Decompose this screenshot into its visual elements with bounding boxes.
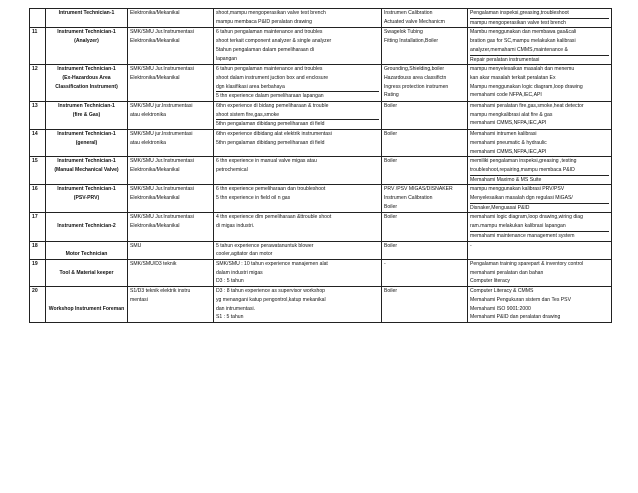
- cell-line: Tool & Material keeper: [59, 269, 114, 276]
- position-cell: [46, 287, 128, 323]
- cell-line: [130, 203, 211, 212]
- cell-line: Boiler: [384, 158, 398, 165]
- education-cell: [128, 130, 214, 157]
- education-cell: [128, 9, 214, 28]
- cell-line: [48, 260, 125, 269]
- competence-cell: [468, 259, 612, 286]
- cell-line: 6 tahun pengalaman maintenance and troubles: [216, 29, 323, 36]
- cell-line: [384, 111, 465, 120]
- cell-line: Pengalaman inspeksi,greasing,troubleshoot: [470, 9, 609, 19]
- education-cell: [128, 65, 214, 102]
- cell-line: [216, 203, 379, 212]
- cell-line: mampu menyelesaikan masalah dan menemu: [470, 66, 575, 73]
- cell-line: Boiler: [384, 203, 398, 210]
- cell-line: [48, 119, 125, 128]
- cell-line: [384, 305, 465, 314]
- cell-line: (Manual Mechanical Valve): [54, 166, 119, 173]
- cell-line: shoot sistem fire,gas,smoke: [216, 111, 379, 121]
- experience-cell: [214, 28, 382, 65]
- competence-cell: [468, 287, 612, 323]
- cell-line: Instrument Technician-1: [57, 131, 116, 138]
- cell-line: [48, 18, 125, 27]
- cell-line: 6 thn experience pemeliharaan dan troubleshoot: [216, 186, 326, 193]
- cell-line: Mampu menggunakan logic diagram,loop drawing: [470, 83, 583, 90]
- experience-cell: [214, 130, 382, 157]
- cell-line: Memahami Maximo & MS Suite: [470, 176, 542, 183]
- cell-line: (PSV-PRV): [73, 195, 100, 202]
- cell-line: Actuated valve Mechanicm: [384, 18, 445, 25]
- cell-line: dan intrumentasi.: [216, 305, 256, 312]
- cell-line: [384, 296, 465, 305]
- cell-line: Boiler: [384, 288, 398, 295]
- cell-line: Instrument Technician-1: [57, 158, 116, 165]
- education-cell: [128, 185, 214, 213]
- cell-line: Pengalaman training sparepart & inventory control: [470, 260, 584, 267]
- cell-line: 6thn experience di bidang pemeliharaan & trouble: [216, 103, 329, 110]
- cell-line: memiliki pengalaman inspeksi,greasing ,testing: [470, 158, 577, 165]
- cell-line: SMK/SMU jur.Instrumentasi: [130, 103, 193, 110]
- cell-line: D3 : 8 tahun experience as supervisor workshop: [216, 288, 326, 295]
- cell-line: Instrumen Calibration: [384, 10, 433, 16]
- cell-line: SMK/SMU Jur.Instrumentasi: [130, 66, 194, 73]
- cell-line: Computer literacy: [470, 278, 510, 285]
- cell-line: Hazardouss area classifictn: [384, 74, 447, 81]
- certificate-cell: [382, 9, 468, 28]
- cell-line: [384, 46, 465, 55]
- cell-line: Instrumen Calibration: [384, 195, 433, 202]
- cell-line: SMU: [130, 242, 142, 249]
- cell-line: [130, 269, 211, 278]
- cell-line: -: [384, 260, 386, 267]
- cell-line: ram.mampu melakukan kalibrasi lapangan: [470, 222, 609, 232]
- cell-line: Elektronika/Mekanikal: [130, 38, 180, 45]
- position-cell: [46, 65, 128, 102]
- competence-cell: [468, 213, 612, 241]
- cell-line: S1/D3 teknik elektrik instru: [130, 288, 191, 295]
- row-number: 11: [30, 28, 46, 65]
- position-cell: [46, 130, 128, 157]
- cell-line: 5thn pengalaman dibidang pemeliharaan di field: [216, 121, 325, 128]
- table-row: [30, 287, 612, 323]
- cell-line: [130, 119, 211, 128]
- certificate-cell: [382, 241, 468, 259]
- row-number: 14: [30, 130, 46, 157]
- cell-line: Elektronika/Mekanikal: [130, 195, 180, 202]
- cell-line: [48, 203, 125, 212]
- cell-line: S1 : 5 tahun: [216, 314, 244, 321]
- cell-line: mampu membaca P&ID peralatan drawing: [216, 18, 312, 25]
- cell-line: Rating: [384, 92, 399, 99]
- row-number: 12: [30, 65, 46, 102]
- certificate-cell: [382, 157, 468, 185]
- certificate-cell: [382, 28, 468, 65]
- cell-line: atau elektronika: [130, 111, 166, 118]
- cell-line: 6 tahun pengalaman maintenance and troubles: [216, 66, 323, 73]
- cell-line: Workshop Instrument Foreman: [48, 305, 125, 312]
- cell-line: [216, 231, 379, 240]
- certificate-cell: [382, 287, 468, 323]
- cell-line: [384, 269, 465, 278]
- cell-line: 5tahun pengalaman dalam pemeliharaan di: [216, 46, 314, 53]
- cell-line: [384, 55, 465, 64]
- cell-line: Menyelesaikan masalah dgn regulasi MiGAS/: [470, 194, 609, 204]
- cell-line: Instrument Technician-2: [57, 223, 116, 230]
- cell-line: dalam industri migas: [216, 269, 263, 276]
- cell-line: Fitting Installation,Boiler: [384, 38, 439, 45]
- cell-line: [384, 313, 465, 322]
- competence-cell: [468, 185, 612, 213]
- table-row: [30, 157, 612, 185]
- education-cell: [128, 213, 214, 241]
- table-body: [30, 9, 612, 323]
- cell-line: petrochemical: [216, 166, 248, 173]
- education-cell: [128, 28, 214, 65]
- cell-line: [130, 250, 211, 259]
- row-number: 17: [30, 213, 46, 241]
- cell-line: [48, 277, 125, 286]
- cell-line: 4 thn experience dlm pemeliharaan &ttrouble shoot: [216, 214, 332, 221]
- cell-line: Classification Instrument): [55, 83, 118, 90]
- cell-line: 5 tahun experience perawatanuntuk blower: [216, 242, 314, 249]
- table-row: [30, 185, 612, 213]
- cell-line: SMK/SMU Jur.Instrumentasi: [130, 214, 194, 221]
- cell-line: Repair peralatan instrumentasi: [470, 56, 540, 63]
- education-cell: [128, 241, 214, 259]
- cell-line: Disnaker,Menguasai P&ID: [470, 204, 530, 211]
- row-number: [30, 9, 46, 28]
- cell-line: [48, 242, 125, 251]
- competence-cell: [468, 130, 612, 157]
- cell-line: [48, 148, 125, 157]
- cell-line: [130, 18, 211, 27]
- row-number: 15: [30, 157, 46, 185]
- cell-line: Motor Technician: [65, 251, 108, 258]
- certificate-cell: [382, 102, 468, 130]
- cell-line: SMK/SMU Jur.Instrumentasi: [130, 158, 194, 165]
- cell-line: [48, 287, 125, 296]
- cell-line: bration gas for SC,mampu melakukan kalibrasi: [470, 38, 576, 45]
- competence-cell: [468, 65, 612, 102]
- cell-line: mampu mengoperasikan valve test brench: [470, 19, 566, 26]
- cell-line: Elektronika/Mekanikal: [130, 74, 180, 81]
- cell-line: [48, 175, 125, 184]
- education-cell: [128, 102, 214, 130]
- cell-line: [384, 148, 465, 157]
- cell-line: D3 : 5 tahun: [216, 278, 244, 285]
- cell-line: analyzer,memahami CMMS,maintenance &: [470, 46, 609, 56]
- table-row: [30, 213, 612, 241]
- cell-line: Ingress protection instrumen: [384, 83, 449, 90]
- cell-line: Instrument Technician-1: [57, 66, 116, 73]
- cell-line: [48, 231, 125, 240]
- cell-line: 5 thn experience in field oil n gas: [216, 195, 291, 202]
- cell-line: memahami pneumatic & hydraulic: [470, 139, 547, 146]
- row-number: 19: [30, 259, 46, 286]
- cell-line: [384, 139, 465, 148]
- competency-table: [29, 8, 612, 323]
- cell-line: (Ex-Hazardous Area: [62, 74, 111, 81]
- cell-line: [384, 119, 465, 128]
- experience-cell: [214, 9, 382, 28]
- education-cell: [128, 287, 214, 323]
- cell-line: [384, 166, 465, 175]
- cell-line: troubleshoot,repairing,mampu membaca P&ID: [470, 166, 609, 176]
- cell-line: lapangan: [216, 55, 237, 62]
- cell-line: shoot dalam instrument juction box and enclosure: [216, 74, 329, 81]
- table-row: [30, 28, 612, 65]
- certificate-cell: [382, 65, 468, 102]
- cell-line: SMK/SMU Jur.Instrumentasi: [130, 186, 194, 193]
- position-cell: [46, 241, 128, 259]
- cell-line: Instrument Technician-1: [57, 186, 116, 193]
- cell-line: [470, 250, 609, 259]
- cell-line: memahami code NFPA,IEC,API: [470, 92, 542, 99]
- cell-line: Intrument Technician-1: [58, 10, 115, 16]
- cell-line: [384, 250, 465, 259]
- cell-line: 5thn pengalaman dibidang pemeliharaan di field: [216, 139, 325, 146]
- cell-line: [384, 277, 465, 286]
- cell-line: 6thn experience dibidang alat elektrik instrumentasi: [216, 131, 332, 138]
- experience-cell: [214, 241, 382, 259]
- certificate-cell: [382, 213, 468, 241]
- cell-line: Memahami Pengukuran sistem dan Tes PSV: [470, 296, 571, 303]
- education-cell: [128, 259, 214, 286]
- cell-line: [48, 313, 125, 322]
- cell-line: SMK/SMU/D3 teknik: [130, 260, 177, 267]
- cell-line: -: [470, 242, 472, 249]
- cell-line: Instrumen Technician-1: [58, 103, 115, 110]
- cell-line: [130, 277, 211, 286]
- competence-cell: [468, 102, 612, 130]
- certificate-cell: [382, 259, 468, 286]
- cell-line: (Analyzer): [74, 38, 99, 45]
- cell-line: memahami logic diagram,loop drawing,wiring diag: [470, 214, 583, 221]
- cell-line: SMK/SMU jur.Instrumentasi: [130, 131, 193, 138]
- cell-line: Boiler: [384, 214, 398, 221]
- cell-line: [130, 148, 211, 157]
- cell-line: [130, 305, 211, 314]
- cell-line: [48, 213, 125, 222]
- cell-line: mampu menggunakan kalibrasi PRV/PSV: [470, 186, 565, 193]
- row-number: 18: [30, 241, 46, 259]
- table-row: [30, 9, 612, 28]
- experience-cell: [214, 102, 382, 130]
- cell-line: [130, 91, 211, 100]
- cell-line: 6 thn experience in manual valve migas atau: [216, 158, 317, 165]
- cell-line: PRV /PSV MIGAS/DISNAKER: [384, 186, 453, 193]
- experience-cell: [214, 185, 382, 213]
- position-cell: [46, 9, 128, 28]
- cell-line: mampu mengkalibrasi alat fire & gas: [470, 111, 553, 118]
- cell-line: di migas industri.: [216, 223, 255, 230]
- cell-line: (fire & Gas): [72, 111, 101, 118]
- table-row: [30, 241, 612, 259]
- position-cell: [46, 213, 128, 241]
- cell-line: Memahami ISO 9001:2000: [470, 305, 531, 312]
- cell-line: [130, 175, 211, 184]
- cell-line: [48, 296, 125, 305]
- position-cell: [46, 185, 128, 213]
- competency-table-sheet: [29, 8, 611, 323]
- cell-line: [384, 231, 465, 240]
- table-row: [30, 102, 612, 130]
- cell-line: [48, 91, 125, 100]
- position-cell: [46, 157, 128, 185]
- cell-line: [384, 222, 465, 231]
- cell-line: Memahami intrumen kalibrasi: [470, 131, 537, 138]
- cell-line: Boiler: [384, 242, 398, 249]
- cell-line: Mambu menggunakan dan membawa gas&cali: [470, 29, 577, 36]
- cell-line: Swagelok Tubing: [384, 29, 423, 36]
- position-cell: [46, 28, 128, 65]
- cell-line: cooler,agitator dan motor: [216, 251, 273, 258]
- cell-line: memahami CMMS,NFPA,IEC,API: [470, 120, 547, 127]
- cell-line: memahami maintenance management system: [470, 232, 575, 239]
- cell-line: Elektronika/Mekanikal: [130, 166, 180, 173]
- cell-line: [216, 148, 379, 157]
- table-row: [30, 130, 612, 157]
- cell-line: memahami peralatan dan bahan: [470, 269, 544, 276]
- experience-cell: [214, 65, 382, 102]
- competence-cell: [468, 157, 612, 185]
- experience-cell: [214, 259, 382, 286]
- cell-line: memahami CMMS,NFPA,IEC,API: [470, 148, 547, 155]
- certificate-cell: [382, 185, 468, 213]
- cell-line: Grounding,Shielding,boiler: [384, 66, 445, 73]
- cell-line: [130, 313, 211, 322]
- position-cell: [46, 102, 128, 130]
- cell-line: yg menangani katup pengontrol,katup mekanikal: [216, 296, 326, 303]
- cell-line: Memahami P&ID dan peralatan drawing: [470, 314, 561, 321]
- cell-line: [130, 83, 211, 92]
- cell-line: Boiler: [384, 103, 398, 110]
- cell-line: mentasi: [130, 296, 148, 303]
- education-cell: [128, 157, 214, 185]
- cell-line: Boiler: [384, 131, 398, 138]
- experience-cell: [214, 287, 382, 323]
- cell-line: dgn klasifikasi area berbahaya: [216, 83, 379, 93]
- cell-line: memahami peralatan fire,gas,smoke,heat detector: [470, 103, 584, 110]
- competence-cell: [468, 241, 612, 259]
- cell-line: shoot terkait component analyzer & single analyzer: [216, 38, 332, 45]
- row-number: 13: [30, 102, 46, 130]
- competence-cell: [468, 28, 612, 65]
- cell-line: shoot,mampu mengoperasikan valve test brench: [216, 10, 326, 16]
- table-row: [30, 65, 612, 102]
- cell-line: Instrument Technician-1: [57, 29, 116, 36]
- cell-line: [216, 175, 379, 184]
- cell-line: SMK/SMU Jur.Instrumentasi: [130, 29, 194, 36]
- cell-line: 5 thn experience dalam pemeliharaan lapangan: [216, 93, 324, 100]
- table-row: [30, 259, 612, 286]
- competence-cell: [468, 9, 612, 28]
- cell-line: Computer Literacy & CMMS: [470, 288, 534, 295]
- experience-cell: [214, 157, 382, 185]
- cell-line: kan akar masalah terkait peralatan Ex: [470, 74, 556, 81]
- cell-line: [130, 231, 211, 240]
- row-number: 16: [30, 185, 46, 213]
- cell-line: [384, 175, 465, 184]
- certificate-cell: [382, 130, 468, 157]
- experience-cell: [214, 213, 382, 241]
- cell-line: Elektronika/Mekanikal: [130, 10, 180, 16]
- position-cell: [46, 259, 128, 286]
- row-number: 20: [30, 287, 46, 323]
- cell-line: SMK/SMU : 10 tahun experience manajemen alat: [216, 260, 328, 267]
- cell-line: (general): [75, 139, 98, 146]
- cell-line: atau elektronika: [130, 139, 166, 146]
- cell-line: Elektronika/Mekanikal: [130, 223, 180, 230]
